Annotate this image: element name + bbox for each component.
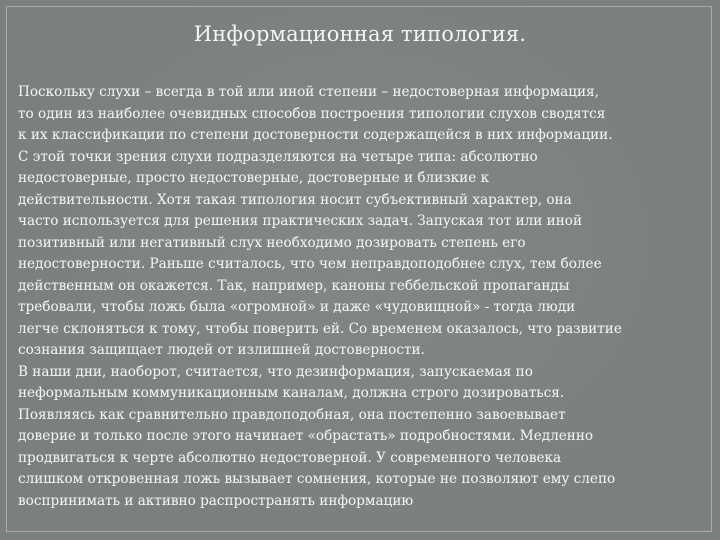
- body-line: действительности. Хотя такая типология носит субъективный характер, она: [18, 191, 572, 208]
- body-line: С этой точки зрения слухи подразделяются на четыре типа: абсолютно: [18, 148, 538, 165]
- body-line: недостоверные, просто недостоверные, достоверные и близкие к: [18, 170, 490, 186]
- slide-title: Информационная типология.: [193, 22, 527, 46]
- body-line: легче склоняться к тому, чтобы поверить ей. Со временем оказалось, что развитие: [18, 320, 622, 337]
- body-line: часто используется для решения практических задач. Запуская тот или иной: [18, 213, 583, 229]
- body-line: продвигаться к черте абсолютно недостоверной. У современного человека: [18, 449, 562, 466]
- body-line: Поскольку слухи – всегда в той или иной степени – недостоверная информация,: [18, 84, 599, 100]
- body-line: В наши дни, наоборот, считается, что дезинформация, запускаемая по: [18, 363, 533, 380]
- body-line: действенным он окажется. Так, например, каноны геббельской пропаганды: [18, 277, 570, 294]
- body-line: воспринимать и активно распространять информацию: [18, 492, 414, 509]
- body-line: требовали, чтобы ложь была «огромной» и даже «чудовищной» - тогда люди: [18, 299, 576, 315]
- body-line: неформальным коммуникационным каналам, должна строго дозироваться.: [18, 385, 565, 401]
- body-line: то один из наиболее очевидных способов построения типологии слухов сводятся: [18, 105, 606, 122]
- body-line: позитивный или негативный слух необходимо дозировать степень его: [18, 234, 526, 251]
- body-line: доверие и только после этого начинает «обрастать» подробностями. Медленно: [18, 428, 594, 444]
- body-line: слишком откровенная ложь вызывает сомнения, которые не позволяют ему слепо: [18, 471, 616, 487]
- body-line: сознания защищает людей от излишней достоверности.: [18, 342, 425, 358]
- body-line: Появляясь как сравнительно правдоподобная, она постепенно завоевывает: [18, 406, 566, 423]
- slide-body-text: [18, 82, 704, 512]
- body-line: к их классификации по степени достоверности содержащейся в них информации.: [18, 127, 613, 143]
- body-line: недостоверности. Раньше считалось, что чем неправдоподобнее слух, тем более: [18, 256, 602, 272]
